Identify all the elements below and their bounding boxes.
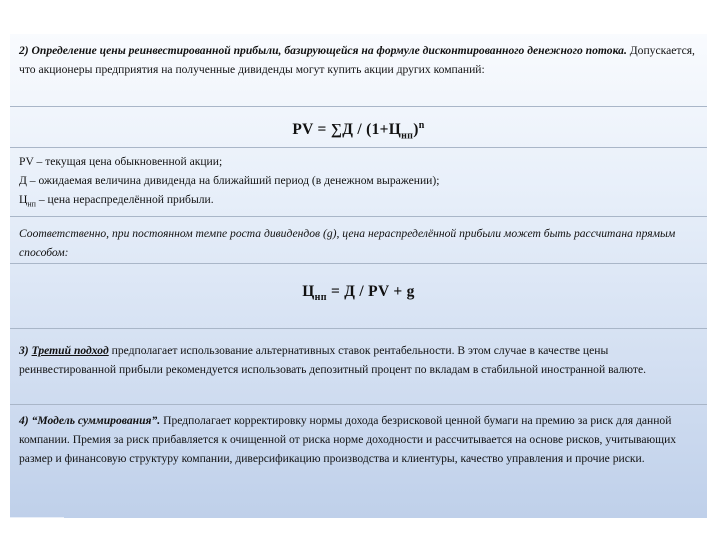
- formula-pv-exponent: n: [418, 120, 425, 131]
- consequently-paragraph: Соответственно, при постоянном темпе роста дивидендов (g), цена нераспределённой прибыли может быть рассчитана прямым способом:: [19, 227, 676, 259]
- formula-2-subscript: нп: [314, 292, 327, 304]
- separator-line: [10, 263, 707, 264]
- section-2-paragraph: [19, 41, 699, 79]
- definition-pv: PV – текущая цена обыкновенной акции;: [19, 155, 223, 168]
- section-4-heading: “Модель суммирования”.: [31, 414, 161, 427]
- separator-line: [10, 328, 707, 329]
- slide-panel: [10, 34, 707, 518]
- section-2-text: Допускается, что акционеры предприятия на полученные дивиденды могут купить акции других компаний:: [19, 44, 695, 76]
- separator-line: [10, 147, 707, 148]
- definition-c-subscript: нп: [27, 199, 36, 209]
- formula-pv-main: PV = ∑Д / (1+Ц: [292, 121, 402, 139]
- section-3-heading: Третий подход: [31, 344, 109, 357]
- section-3-paragraph: [19, 341, 699, 379]
- definition-c-symbol: Ц: [19, 193, 28, 206]
- formula-pv: [10, 120, 707, 141]
- section-4-paragraph: [19, 411, 699, 468]
- definition-d: Д – ожидаемая величина дивиденда на ближайший период (в денежном выражении);: [19, 174, 440, 187]
- definitions-list: [19, 152, 699, 213]
- formula-pv-close: ): [413, 121, 419, 139]
- definition-c-text: – цена нераспределённой прибыли.: [35, 193, 214, 206]
- definition-c: [19, 190, 699, 213]
- section-3-text: предполагает использование альтернативных ставок рентабельности. В этом случае в качестве цены реинвестированной прибыли рекомендуется использовать депозитный процент по вкладам в стабильной иностранной валюте.: [19, 344, 647, 376]
- separator-line: [10, 216, 707, 217]
- section-4-number: 4): [19, 414, 32, 427]
- separator-line: [10, 404, 707, 405]
- section-3-number: 3): [19, 344, 32, 357]
- formula-2-rest: = Д / PV + g: [326, 283, 415, 300]
- formula-retained-earnings: [10, 283, 707, 303]
- formula-pv-subscript: нп: [401, 130, 414, 142]
- section-4-text: Предполагает корректировку нормы дохода безрисковой ценной бумаги на премию за риск для данной компании. Премия за риск прибавляется к очищенной от риска норме доходности и рассчитывается на основе рисков, учитывающих размер и финансовую структуру компании, диверсификацию производства и клиентуры, качество управления и прочие риски.: [19, 414, 677, 465]
- separator-line: [10, 106, 707, 107]
- section-2-heading: 2) Определение цены реинвестированной прибыли, базирующейся на формуле дисконтированного денежного потока.: [19, 44, 627, 57]
- footer-line: [10, 517, 64, 518]
- formula-2-symbol: Ц: [302, 283, 315, 300]
